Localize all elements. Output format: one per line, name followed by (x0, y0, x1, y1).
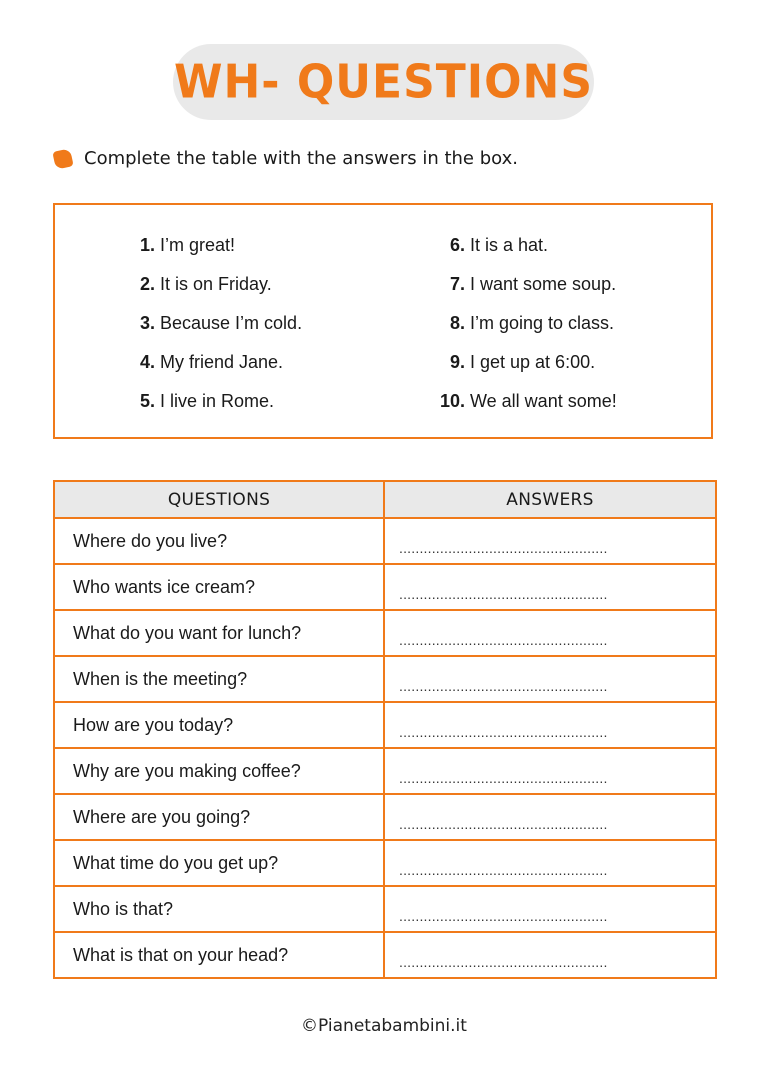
instruction (54, 148, 518, 169)
table-row (54, 564, 716, 610)
question-cell: Where are you going? (54, 794, 384, 840)
table-row (54, 840, 716, 886)
answer-text: I live in Rome. (160, 391, 275, 411)
answer-number: 5. (139, 391, 155, 411)
answer-number: 10. (439, 391, 465, 411)
table-row (54, 748, 716, 794)
answer-item (431, 391, 617, 430)
answer-blank[interactable]: ................................................... (384, 656, 716, 702)
question-cell: What time do you get up? (54, 840, 384, 886)
question-cell: Where do you live? (54, 518, 384, 564)
answer-text: It is on Friday. (160, 274, 272, 294)
answer-item (431, 352, 617, 391)
question-cell: What is that on your head? (54, 932, 384, 978)
questions-answers-table (53, 480, 717, 979)
instruction-text: Complete the table with the answers in the box. (84, 148, 518, 169)
answer-number: 9. (449, 352, 465, 372)
question-cell: How are you today? (54, 702, 384, 748)
answer-number: 8. (449, 313, 465, 333)
question-cell: When is the meeting? (54, 656, 384, 702)
answer-blank[interactable]: ................................................... (384, 702, 716, 748)
page-title: WH- QUESTIONS (173, 55, 594, 109)
answer-blank[interactable]: ................................................... (384, 748, 716, 794)
answer-text: Because I’m cold. (160, 313, 303, 333)
table-header-row (54, 481, 716, 518)
question-cell: What do you want for lunch? (54, 610, 384, 656)
orange-square-bullet-icon (52, 148, 73, 169)
questions-header: QUESTIONS (54, 481, 384, 518)
question-cell: Who wants ice cream? (54, 564, 384, 610)
answer-blank[interactable]: ................................................... (384, 518, 716, 564)
answer-text: I’m great! (160, 235, 236, 255)
answer-number: 1. (139, 235, 155, 255)
table-row (54, 656, 716, 702)
answer-blank[interactable]: ................................................... (384, 794, 716, 840)
answer-item (133, 274, 302, 313)
answer-blank[interactable]: ................................................... (384, 564, 716, 610)
question-cell: Who is that? (54, 886, 384, 932)
answer-number: 4. (139, 352, 155, 372)
table-row (54, 932, 716, 978)
table-row (54, 610, 716, 656)
answer-text: We all want some! (470, 391, 617, 411)
answers-header: ANSWERS (384, 481, 716, 518)
answer-text: I get up at 6:00. (470, 352, 596, 372)
answer-item (133, 391, 302, 430)
answer-text: I want some soup. (470, 274, 617, 294)
answer-item (133, 352, 302, 391)
answer-box (53, 203, 713, 439)
answer-number: 6. (449, 235, 465, 255)
answer-item (431, 235, 617, 274)
answer-item (431, 274, 617, 313)
answer-list-left (133, 235, 302, 430)
title-banner (173, 44, 594, 120)
answer-blank[interactable]: ................................................... (384, 840, 716, 886)
answer-text: It is a hat. (470, 235, 549, 255)
answer-blank[interactable]: ................................................... (384, 610, 716, 656)
answer-text: My friend Jane. (160, 352, 284, 372)
answer-blank[interactable]: ................................................... (384, 886, 716, 932)
question-cell: Why are you making coffee? (54, 748, 384, 794)
answer-item (133, 313, 302, 352)
table-row (54, 518, 716, 564)
answer-item (133, 235, 302, 274)
table-row (54, 794, 716, 840)
table-row (54, 702, 716, 748)
answer-blank[interactable]: ................................................... (384, 932, 716, 978)
answer-text: I’m going to class. (470, 313, 615, 333)
copyright-footer: ©Pianetabambini.it (301, 1016, 467, 1036)
answer-number: 2. (139, 274, 155, 294)
answer-list-right (431, 235, 617, 430)
answer-number: 3. (139, 313, 155, 333)
table-row (54, 886, 716, 932)
answer-item (431, 313, 617, 352)
answer-number: 7. (449, 274, 465, 294)
